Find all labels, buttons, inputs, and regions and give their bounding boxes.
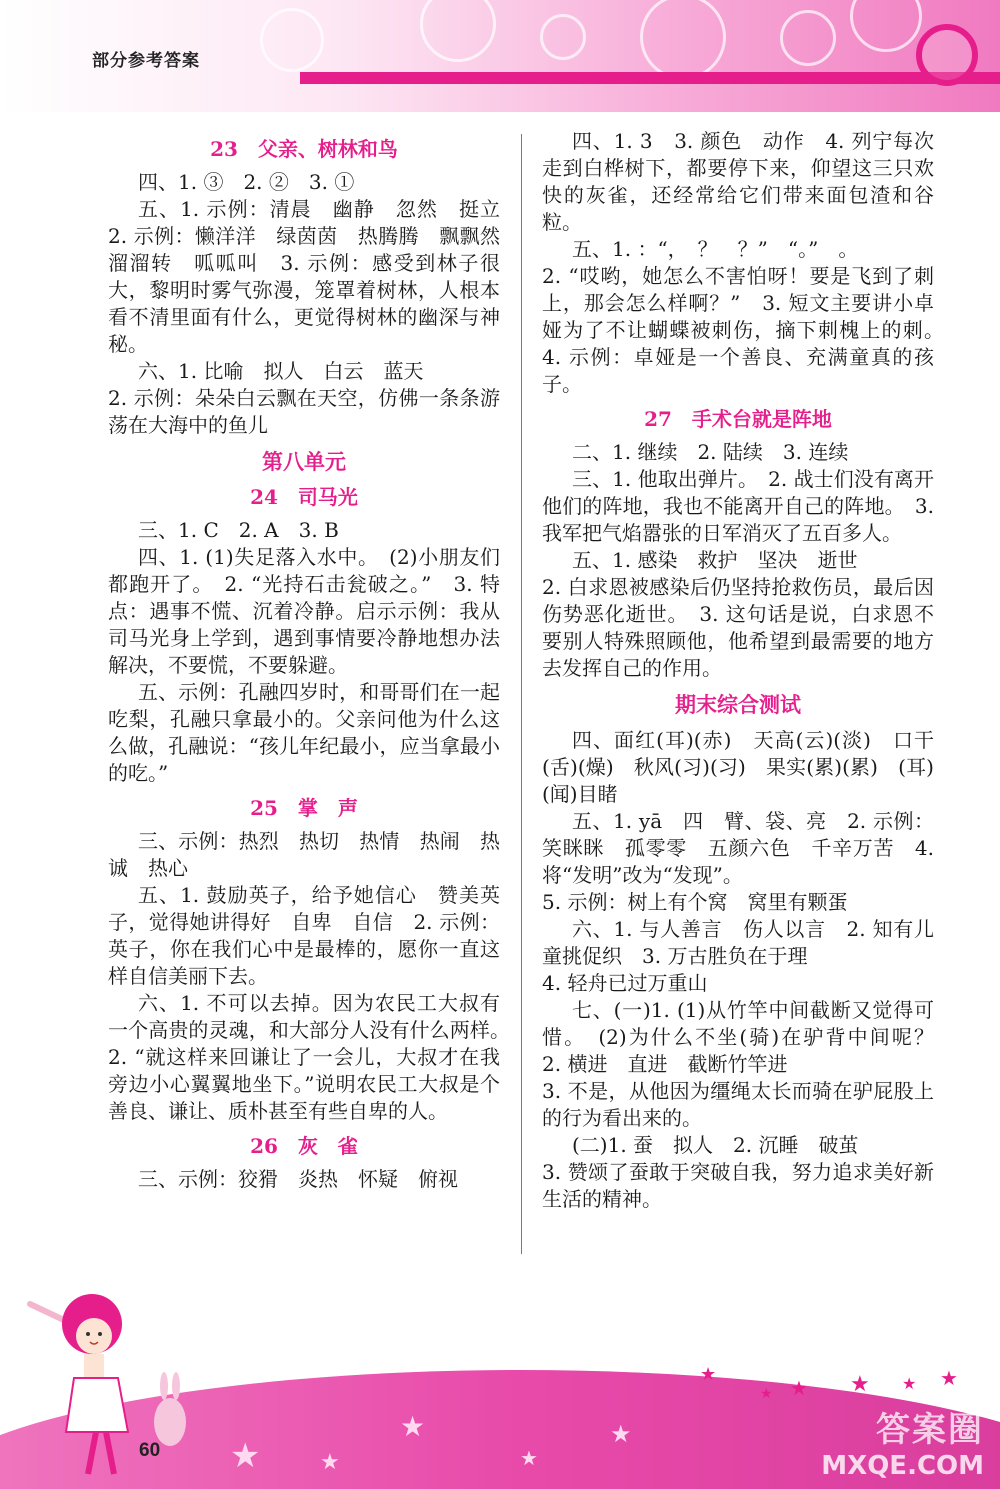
answer-paragraph: 六、1. 不可以去掉。因为农民工大叔有一个高贵的灵魂，和大部分人没有什么两样。 2. “就这样来回谦让了一会儿，大叔才在我旁边小心翼翼地坐下。”说明农民工大叔是个善良、谦让、质朴甚至有些自卑的人。 bbox=[108, 991, 520, 1123]
unit-heading: 第八单元 bbox=[262, 450, 346, 474]
star-icon: ★ bbox=[760, 1386, 773, 1402]
star-icon: ★ bbox=[400, 1410, 426, 1443]
answer-paragraph: 五、示例：孔融四岁时，和哥哥们在一起吃梨，孔融只拿最小的。父亲问他为什么这么做，孔融说：“孩儿年纪最小，应当拿最小的吃。” bbox=[108, 680, 500, 785]
answer-paragraph: 三、示例：热烈 热切 热情 热闹 热诚 热心 bbox=[108, 829, 500, 880]
header-title: 部分参考答案 bbox=[92, 51, 200, 71]
answer-paragraph: 3. 赞颂了蚕敢于突破自我，努力追求美好新生活的精神。 bbox=[542, 1160, 934, 1211]
answer-paragraph: 四、1. ③ 2. ② 3. ① bbox=[138, 170, 355, 194]
answer-paragraph: 三、1. 他取出弹片。 2. 战士们没有离开他们的阵地，我也不能离开自己的阵地。 3. 我军把气焰嚣张的日军消灭了五百多人。 bbox=[542, 467, 934, 545]
answer-paragraph: 2. 白求恩被感染后仍坚持抢救伤员，最后因伤势恶化逝世。 3. 这句话是说，白求恩不要别人特殊照顾他，他希望到最需要的地方去发挥自己的作用。 bbox=[542, 575, 934, 680]
answer-paragraph: 2. “哎哟，她怎么不害怕呀！要是飞到了刺上，那会怎么样啊？” 3. 短文主要讲小卓娅为了不让蝴蝶被刺伤，摘下刺槐上的刺。 4. 示例：卓娅是一个善良、充满童真的孩子。 bbox=[542, 264, 954, 396]
answer-paragraph: 三、1. C 2. A 3. B bbox=[138, 518, 339, 542]
answer-paragraph: 二、1. 继续 2. 陆续 3. 连续 bbox=[572, 440, 849, 464]
answer-paragraph: (二)1. 蚕 拟人 2. 沉睡 破茧 bbox=[572, 1133, 859, 1157]
answer-paragraph: 六、1. 比喻 拟人 白云 蓝天 bbox=[138, 359, 424, 383]
answer-paragraph: 五、1. 感染 救护 坚决 逝世 bbox=[572, 548, 858, 572]
answer-paragraph: 五、1. ：“， ？ ？” “。” 。 bbox=[572, 237, 859, 261]
page-number: 60 bbox=[139, 1440, 161, 1461]
left-column bbox=[108, 128, 520, 1193]
star-icon: ★ bbox=[940, 1366, 958, 1390]
star-icon: ★ bbox=[700, 1364, 717, 1385]
bubble-decoration bbox=[640, 0, 726, 80]
star-icon: ★ bbox=[902, 1374, 917, 1393]
unit-heading: 期末综合测试 bbox=[675, 693, 801, 717]
section-heading: 23 父亲、树林和鸟 bbox=[210, 137, 398, 161]
section-heading: 27 手术台就是阵地 bbox=[644, 407, 832, 431]
star-icon: ★ bbox=[850, 1372, 870, 1397]
column-divider bbox=[521, 134, 522, 1254]
star-icon: ★ bbox=[610, 1420, 632, 1448]
bubble-decoration bbox=[780, 10, 836, 66]
answer-paragraph: 四、1. 3 3. 颜色 动作 4. 列宁每次走到白桦树下，都要停下来，仰望这三只欢快的灰雀，还经常给它们带来面包渣和谷粒。 bbox=[542, 129, 934, 234]
answer-paragraph: 六、1. 与人善言 伤人以言 2. 知有儿童挑促织 3. 万古胜负在于理 bbox=[542, 917, 934, 968]
star-icon: ★ bbox=[790, 1376, 808, 1400]
section-heading: 25 掌 声 bbox=[250, 796, 358, 820]
bubble-decoration bbox=[420, 0, 496, 62]
girl-illustration bbox=[20, 1262, 220, 1482]
answer-paragraph: 4. 轻舟已过万重山 bbox=[542, 971, 708, 995]
answer-paragraph: 七、(一)1. (1)从竹竿中间截断又觉得可惜。 (2)为什么不坐(骑)在驴背中间呢？ 2. 横进 直进 截断竹竿进 bbox=[542, 998, 954, 1076]
bubble-decoration bbox=[260, 8, 324, 72]
page-header bbox=[0, 0, 1000, 112]
star-icon: ★ bbox=[520, 1446, 538, 1470]
section-heading: 24 司马光 bbox=[250, 485, 358, 509]
answer-paragraph: 五、1. 鼓励英子，给予她信心 赞美英子，觉得她讲得好 自卑 自信 2. 示例：英子，你在我们心中是最棒的，愿你一直这样自信美丽下去。 bbox=[108, 883, 500, 988]
ring-icon bbox=[916, 24, 978, 86]
right-column bbox=[542, 128, 954, 1213]
star-icon: ★ bbox=[320, 1450, 340, 1475]
bubble-decoration bbox=[850, 0, 922, 52]
answer-paragraph: 2. 示例：朵朵白云飘在天空，仿佛一条条游荡在大海中的鱼儿 bbox=[108, 386, 500, 437]
bubble-decoration bbox=[540, 14, 586, 60]
answer-paragraph: 5. 示例：树上有个窝 窝里有颗蛋 bbox=[542, 890, 848, 914]
answer-paragraph: 四、1. (1)失足落入水中。 (2)小朋友们都跑开了。 2. “光持石击瓮破之。” 3. 特点：遇事不慌、沉着冷静。启示示例：我从司马光身上学到，遇到事情要冷静地想办法解决，不要慌，不要躲避。 bbox=[108, 545, 500, 677]
answer-paragraph: 三、示例：狡猾 炎热 怀疑 俯视 bbox=[138, 1167, 458, 1191]
section-heading: 26 灰 雀 bbox=[250, 1134, 358, 1158]
answer-paragraph: 五、1. 示例：清晨 幽静 忽然 挺立 2. 示例：懒洋洋 绿茵茵 热腾腾 飘飘然 溜溜转 呱呱叫 3. 示例：感受到林子很大，黎明时雾气弥漫，笼罩着树林，人根本看不清里面有什么，更觉得树林的幽深与神秘。 bbox=[108, 197, 520, 356]
header-band bbox=[300, 72, 1000, 84]
answer-paragraph: 五、1. yā 四 臂、袋、亮 2. 示例：笑眯眯 孤零零 五颜六色 千辛万苦 4. 将“发明”改为“发现”。 bbox=[542, 809, 934, 887]
watermark-logo-text: 答案圈 bbox=[876, 1410, 984, 1450]
answer-paragraph: 3. 不是，从他因为缰绳太长而骑在驴屁股上的行为看出来的。 bbox=[542, 1079, 934, 1130]
watermark-url: MXQE.COM bbox=[821, 1451, 984, 1481]
star-icon: ★ bbox=[230, 1436, 261, 1476]
watermark bbox=[821, 1402, 984, 1481]
answer-paragraph: 四、面红(耳)(赤) 天高(云)(淡) 口干(舌)(燥) 秋风(习)(习) 果实(累)(累) (耳)(闻)目睹 bbox=[542, 728, 934, 806]
